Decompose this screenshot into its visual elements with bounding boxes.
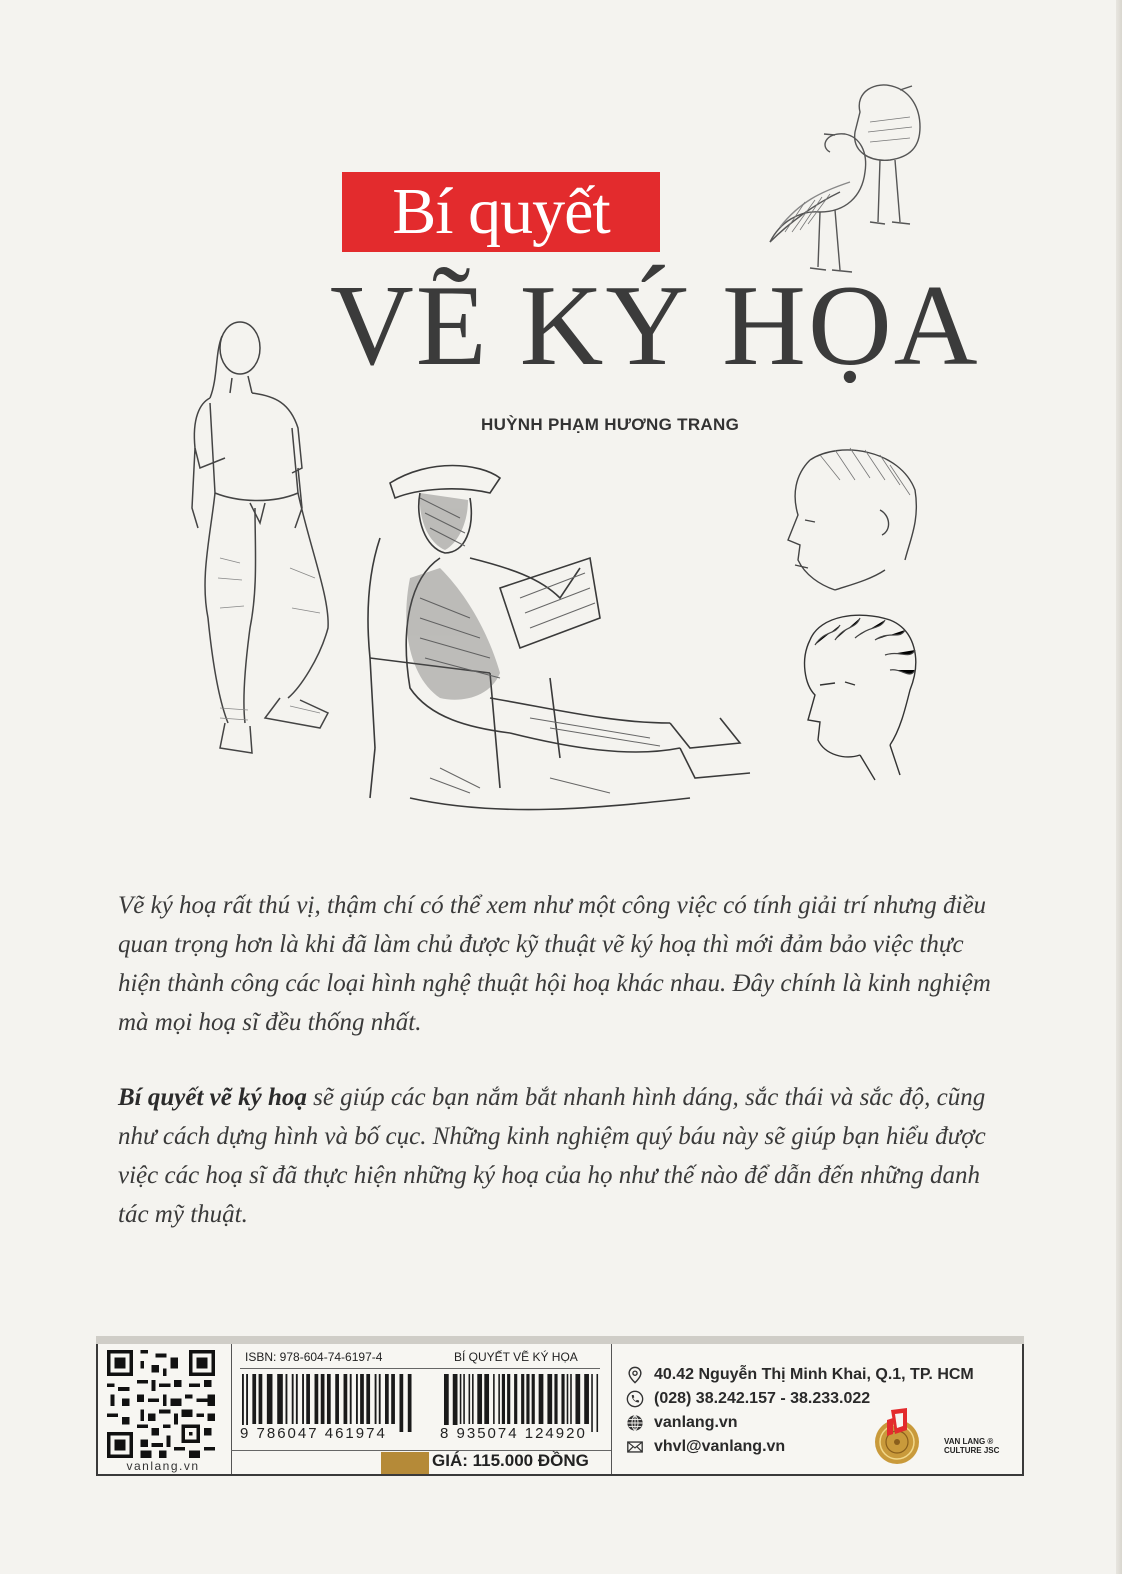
- barcode-bar: [575, 1374, 580, 1424]
- barcode-bar: [547, 1374, 552, 1424]
- isbn-label: ISBN: 978-604-74-6197-4: [245, 1350, 383, 1364]
- price-label: GIÁ: 115.000 ĐỒNG: [432, 1451, 589, 1470]
- barcode-bar: [532, 1374, 535, 1424]
- description-paragraph-2: [118, 1078, 998, 1234]
- isbn-barcode-number: 9 786047 461974: [240, 1425, 387, 1442]
- barcode-bar: [463, 1374, 465, 1424]
- barcode-bar: [526, 1374, 529, 1424]
- description-paragraph-2-text: sẽ giúp các bạn nắm bắt nhanh hình dáng, sắc thái và sắc độ, cũng như cách dựng hình và bố cục. Những kinh nghiệm quý báu này sẽ giúp bạn hiểu được việc các hoạ sĩ đã thực hiện những ký hoạ của họ như thế nào để dẫn đến những danh tác mỹ thuật.: [118, 1084, 986, 1228]
- barcode-bar: [306, 1374, 310, 1424]
- barcode-bar: [453, 1374, 458, 1432]
- author-name: HUỲNH PHẠM HƯƠNG TRANG: [481, 415, 740, 434]
- barcode-bar: [379, 1374, 381, 1424]
- barcode-book-label: BÍ QUYẾT VẼ KÝ HỌA: [454, 1350, 578, 1364]
- title-tag-box: [342, 172, 660, 252]
- barcode-bar: [246, 1374, 248, 1432]
- barcode-bar: [356, 1374, 358, 1424]
- isbn-underline: [240, 1368, 600, 1369]
- product-barcode-number: 8 935074 124920: [440, 1425, 587, 1442]
- publisher-name-line-1: VAN LANG ®: [944, 1437, 994, 1446]
- barcode-bar: [507, 1374, 510, 1424]
- email-link[interactable]: vhvl@vanlang.vn: [654, 1438, 786, 1455]
- book-title-inline: Bí quyết vẽ ký hoạ: [118, 1084, 307, 1111]
- barcode-bar: [391, 1374, 395, 1424]
- barcode-bar: [321, 1374, 325, 1424]
- barcode-bar: [286, 1374, 288, 1424]
- address-text: 40.42 Nguyễn Thị Minh Khai, Q.1, TP. HCM: [654, 1366, 974, 1383]
- barcode-bar: [296, 1374, 298, 1424]
- barcode-bar: [591, 1374, 593, 1432]
- isbn-barcode: [242, 1374, 414, 1432]
- book-title: VẼ KÝ HỌA: [330, 262, 980, 390]
- price-accent-band: [381, 1452, 429, 1474]
- barcode-bar: [292, 1374, 294, 1424]
- contact-address: [626, 1366, 974, 1384]
- barcode-bar: [493, 1374, 495, 1424]
- barcode-bar: [302, 1374, 304, 1424]
- barcode-bar: [484, 1374, 489, 1424]
- barcode-bar: [498, 1374, 500, 1424]
- qr-code[interactable]: [106, 1350, 216, 1458]
- barcode-bar: [444, 1374, 449, 1432]
- barcode-bar: [385, 1374, 389, 1424]
- title-tag: Bí quyết: [392, 175, 610, 248]
- contact-email[interactable]: [626, 1438, 785, 1456]
- footer-divider-2: [611, 1344, 612, 1474]
- barcode-bar: [252, 1374, 256, 1424]
- seated-man-sketch: [350, 458, 760, 823]
- barcode-bar: [242, 1374, 244, 1432]
- phone-icon: [626, 1390, 644, 1408]
- barcode-bar: [315, 1374, 319, 1424]
- publisher-name: [944, 1437, 999, 1455]
- barcode-bar: [554, 1374, 557, 1424]
- barcode-bar: [584, 1374, 589, 1424]
- map-pin-icon: [626, 1366, 644, 1384]
- barcode-bar: [460, 1374, 462, 1424]
- barcode-bar: [267, 1374, 273, 1424]
- profile-head-sketch-1: [780, 440, 925, 600]
- footer-top-bar: [96, 1336, 1024, 1344]
- barcode-bar: [539, 1374, 544, 1424]
- barcode-bar: [360, 1374, 364, 1424]
- website-link[interactable]: vanlang.vn: [654, 1414, 738, 1431]
- globe-icon: [626, 1414, 644, 1432]
- publisher-name-line-2: CULTURE JSC: [944, 1446, 1000, 1455]
- barcode-bar: [502, 1374, 505, 1424]
- barcode-bar: [259, 1374, 263, 1424]
- contact-website[interactable]: [626, 1414, 738, 1432]
- barcode-bar: [561, 1374, 564, 1424]
- barcode-bar: [521, 1374, 524, 1424]
- barcode-bar: [567, 1374, 569, 1424]
- footer-divider-1: [231, 1344, 232, 1474]
- head-sketch-2: [790, 610, 925, 790]
- barcode-bar: [375, 1374, 377, 1424]
- barcode-bar: [344, 1374, 348, 1424]
- barcode-bar: [399, 1374, 403, 1432]
- barcode-bar: [366, 1374, 370, 1424]
- barcode-bar: [596, 1374, 598, 1432]
- product-barcode: [444, 1374, 600, 1432]
- van-lang-logo: [857, 1406, 943, 1466]
- birds-sketch: [760, 72, 940, 282]
- barcode-bar: [327, 1374, 331, 1424]
- barcode-bar: [408, 1374, 412, 1432]
- description-paragraph-1: Vẽ ký hoạ rất thú vị, thậm chí có thể xem như một công việc có tính giải trí nhưng điều quan trọng hơn là khi đã làm chủ được kỹ thuật vẽ ký hoạ thì mới đảm bảo việc thực hiện thành công các loại hình nghệ thuật hội hoạ khác nhau. Đây chính là kinh nghiệm mà mọi hoạ sĩ đều thống nhất.: [118, 892, 991, 1036]
- phone-text: (028) 38.242.157 - 38.233.022: [654, 1390, 871, 1407]
- barcode-bar: [350, 1374, 352, 1424]
- barcode-bar: [477, 1374, 482, 1424]
- barcode-bar: [570, 1374, 572, 1424]
- barcode-bar: [469, 1374, 471, 1424]
- mail-icon: [626, 1438, 644, 1456]
- barcode-bar: [472, 1374, 474, 1424]
- page-edge: [1116, 0, 1122, 1574]
- barcode-bar: [277, 1374, 283, 1424]
- qr-caption: vanlang.vn: [126, 1459, 200, 1473]
- standing-woman-sketch: [180, 308, 340, 763]
- barcode-bar: [335, 1374, 339, 1424]
- barcode-bar: [514, 1374, 517, 1424]
- contact-phone: [626, 1390, 870, 1408]
